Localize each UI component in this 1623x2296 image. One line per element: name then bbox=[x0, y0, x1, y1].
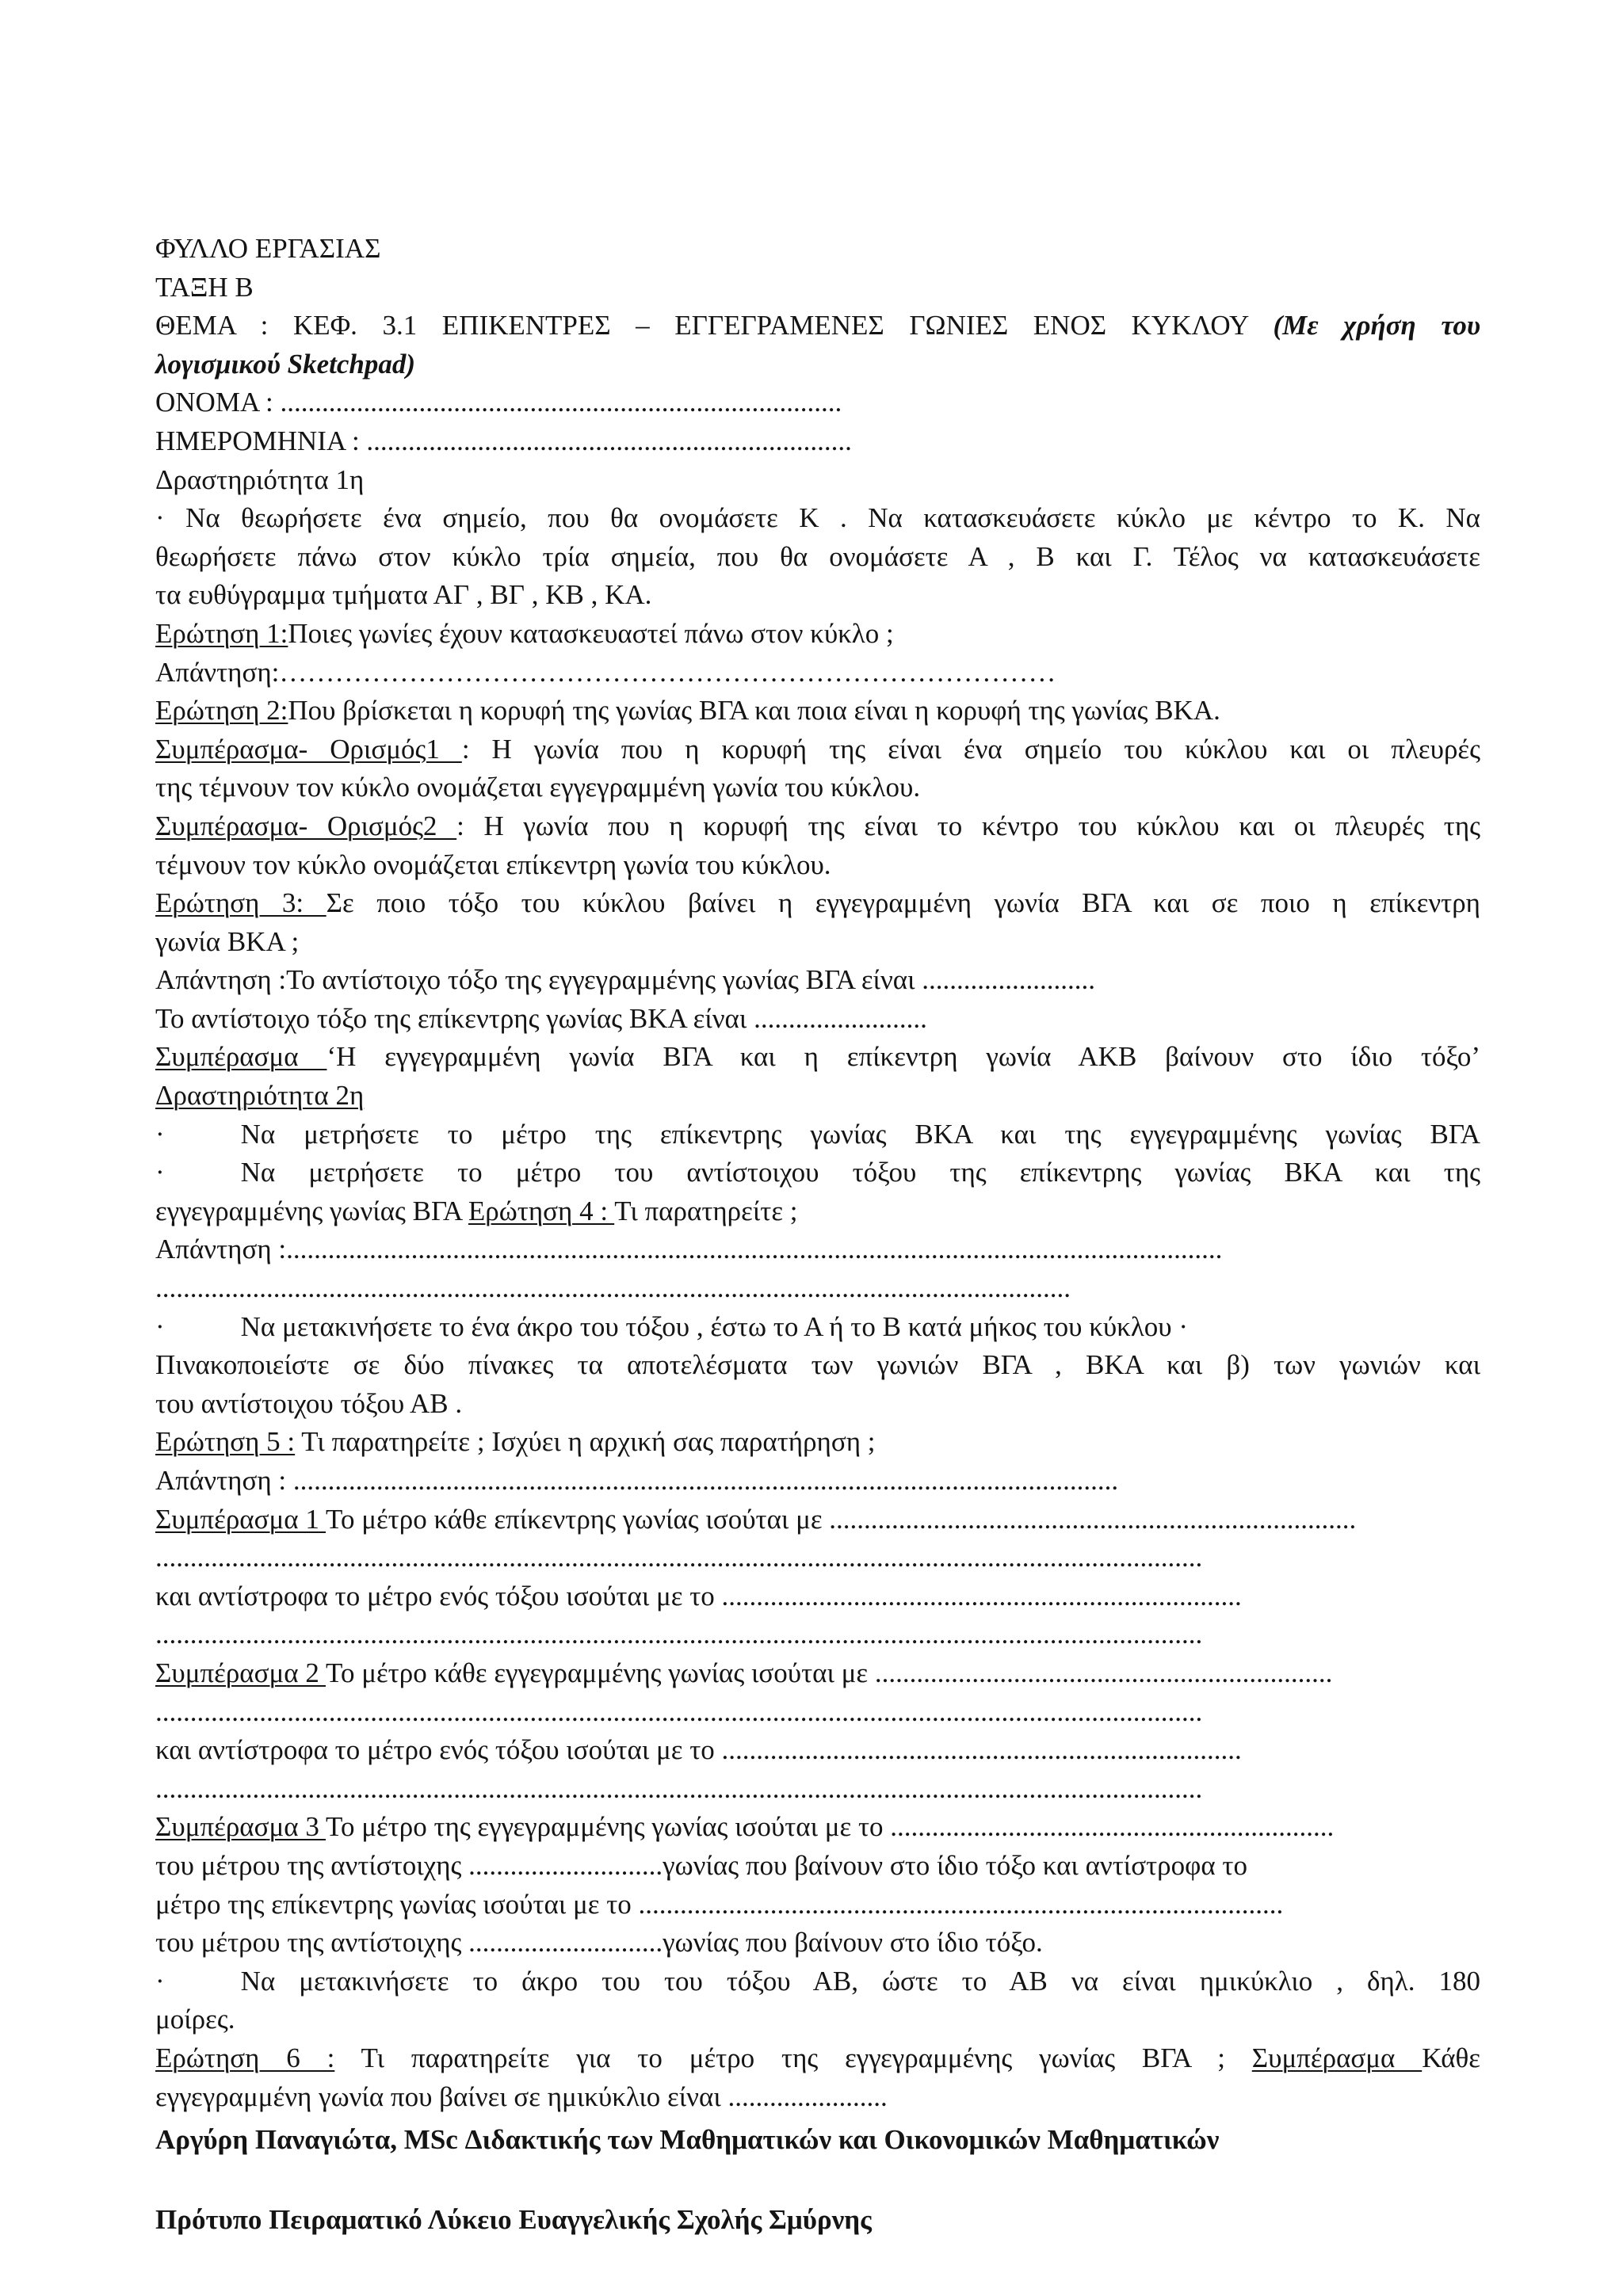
activity1-bullet-line2: θεωρήσετε πάνω στον κύκλο τρία σημεία, που θα ονομάσετε Α , Β και Γ. Τέλος να κατασκευάσετε bbox=[155, 540, 1480, 572]
conclusion-4-text: Κάθε bbox=[1422, 2042, 1480, 2073]
conclusion-4-label: Συμπέρασμα bbox=[1251, 2042, 1423, 2073]
definition-1 bbox=[155, 730, 1480, 769]
conclusion-3-cont3: του μέτρου της αντίστοιχης ............................γωνίας που βαίνουν στο ίδιο τόξο. bbox=[155, 1927, 1043, 1958]
definition-2 bbox=[155, 807, 1480, 846]
activity2-bullet-2-cont: εγγεγραμμένης γωνίας ΒΓΑ bbox=[155, 1195, 468, 1226]
conclusion-2-cont: και αντίστροφα το μέτρο ενός τόξου ισούται με το ........................................................................... bbox=[155, 1734, 1242, 1766]
conclusion-2-label: Συμπέρασμα 2 bbox=[155, 1657, 326, 1688]
answer-5: Απάντηση : ....................................................................................................................... bbox=[155, 1465, 1119, 1496]
conclusion-activity1-text: ‘Η εγγεγραμμένη γωνία ΒΓΑ και η επίκεντρη γωνία ΑΚΒ βαίνουν στο ίδιο τόξο’ bbox=[327, 1041, 1480, 1073]
activity2-bullet-4-text: Να μετακινήσετε το άκρο του του τόξου ΑΒ, ώστε το ΑΒ να είναι ημικύκλιο , δηλ. 180 bbox=[240, 1965, 1480, 1997]
question-1 bbox=[155, 615, 1480, 654]
activity1-bullet-line3: τα ευθύγραμμα τμήματα ΑΓ , ΒΓ , ΚΒ , ΚΑ. bbox=[155, 579, 652, 611]
activity1-bullet-line1: · Να θεωρήσετε ένα σημείο, που θα ονομάσετε Κ . Να κατασκευάσετε κύκλο με κέντρο το Κ. Να bbox=[155, 502, 1480, 534]
question-1-label: Ερώτηση 1: bbox=[155, 617, 288, 649]
bullet-dot: · bbox=[155, 1118, 165, 1150]
definition-2-text: : Η γωνία που η κορυφή της είναι το κέντρο του κύκλου και οι πλευρές της bbox=[456, 810, 1480, 841]
activity2-bullet-4 bbox=[155, 1962, 1480, 2001]
conclusion-1 bbox=[155, 1501, 1480, 1539]
activity2-bullet-1 bbox=[155, 1116, 1480, 1154]
answer-4: Απάντηση :....................................................................................................................................... bbox=[155, 1234, 1223, 1265]
worksheet-content bbox=[155, 230, 1480, 2239]
activity2-bullet-3-cont2: του αντίστοιχου τόξου ΑΒ . bbox=[155, 1387, 463, 1419]
conclusion-1-text: Το μέτρο κάθε επίκεντρης γωνίας ισούται με ............................................................................ bbox=[325, 1503, 1357, 1535]
question-4 bbox=[155, 1192, 1480, 1231]
worksheet-title: ΦΥΛΛΟ ΕΡΓΑΣΙΑΣ bbox=[155, 233, 381, 264]
conclusion-2-dots-2: ....................................................................................................................................................... bbox=[155, 1772, 1203, 1804]
conclusion-3-cont2: μέτρο της επίκεντρης γωνίας ισούται με το ............................................................................................. bbox=[155, 1888, 1284, 1920]
conclusion-1-label: Συμπέρασμα 1 bbox=[155, 1503, 326, 1535]
question-3-label: Ερώτηση 3: bbox=[155, 887, 327, 919]
bullet-dot: · bbox=[155, 1965, 165, 1997]
question-5-text: Τι παρατηρείτε ; Ισχύει η αρχική σας παρατήρηση ; bbox=[295, 1426, 876, 1458]
answer-3: Απάντηση :Το αντίστοιχο τόξο της εγγεγραμμένης γωνίας ΒΓΑ είναι ......................... bbox=[155, 964, 1096, 996]
author-credit: Αργύρη Παναγιώτα, MSc Διδακτικής των Μαθηματικών και Οικονομικών Μαθηματικών bbox=[155, 2124, 1220, 2156]
question-3 bbox=[155, 884, 1480, 923]
bullet-dot: · bbox=[155, 1310, 165, 1342]
topic-line bbox=[155, 307, 1480, 345]
conclusion-1-cont: και αντίστροφα το μέτρο ενός τόξου ισούται με το ........................................................................... bbox=[155, 1580, 1242, 1611]
topic-emphasis-cont: λογισμικού Sketchpad) bbox=[155, 348, 416, 379]
activity1-heading: Δραστηριότητα 1η bbox=[155, 463, 365, 495]
question-5 bbox=[155, 1423, 1480, 1462]
activity2-bullet-3-text: Να μετακινήσετε το ένα άκρο του τόξου , έστω το Α ή το Β κατά μήκος του κύκλου · bbox=[240, 1310, 1189, 1342]
conclusion-activity1-label: Συμπέρασμα bbox=[155, 1041, 327, 1073]
conclusion-2-dots: ....................................................................................................................................................... bbox=[155, 1695, 1203, 1727]
question-2-text: Που βρίσκεται η κορυφή της γωνίας ΒΓΑ και ποια είναι η κορυφή της γωνίας ΒΚΑ. bbox=[288, 695, 1220, 727]
definition-2-cont: τέμνουν τον κύκλο ονομάζεται επίκεντρη γωνία του κύκλου. bbox=[155, 849, 831, 880]
conclusion-activity1 bbox=[155, 1038, 1480, 1077]
question-5-label: Ερώτηση 5 : bbox=[155, 1426, 296, 1458]
bullet-dot: · bbox=[155, 1157, 165, 1188]
answer-4-cont: .................................................................................................................................... bbox=[155, 1272, 1071, 1304]
definition-1-text: : Η γωνία που η κορυφή της είναι ένα σημείο του κύκλου και οι πλευρές bbox=[461, 733, 1480, 765]
conclusion-2-text: Το μέτρο κάθε εγγεγραμμένης γωνίας ισούται με .................................................................. bbox=[325, 1657, 1333, 1688]
question-6 bbox=[155, 2039, 1480, 2078]
question-3-text: Σε ποιο τόξο του κύκλου βαίνει η εγγεγραμμένη γωνία ΒΓΑ και σε ποιο η επίκεντρη bbox=[326, 887, 1480, 919]
activity2-heading: Δραστηριότητα 2η bbox=[155, 1080, 365, 1112]
question-2 bbox=[155, 692, 1480, 730]
conclusion-3-label: Συμπέρασμα 3 bbox=[155, 1811, 326, 1843]
question-6-label: Ερώτηση 6 : bbox=[155, 2042, 335, 2073]
question-6-text: Τι παρατηρείτε για το μέτρο της εγγεγραμμένης γωνίας ΒΓΑ ; bbox=[334, 2042, 1252, 2073]
conclusion-3-text: Το μέτρο της εγγεγραμμένης γωνίας ισούται με το ................................................................ bbox=[325, 1811, 1335, 1843]
conclusion-2 bbox=[155, 1654, 1480, 1693]
conclusion-3 bbox=[155, 1808, 1480, 1847]
activity2-bullet-3 bbox=[155, 1308, 1480, 1347]
activity2-bullet-2 bbox=[155, 1154, 1480, 1192]
question-4-label: Ερώτηση 4 : bbox=[468, 1195, 615, 1226]
topic-text: ΘΕΜΑ : ΚΕΦ. 3.1 ΕΠΙΚΕΝΤΡΕΣ – ΕΓΓΕΓΡΑΜΕΝΕΣ ΓΩΝΙΕΣ ΕΝΟΣ ΚΥΚΛΟΥ bbox=[155, 310, 1248, 341]
activity2-bullet-2-text: Να μετρήσετε το μέτρο του αντίστοιχου τόξου της επίκεντρης γωνίας ΒΚΑ και της bbox=[240, 1157, 1480, 1188]
conclusion-1-dots: ....................................................................................................................................................... bbox=[155, 1542, 1203, 1573]
answer-3-cont: Το αντίστοιχο τόξο της επίκεντρης γωνίας ΒΚΑ είναι ......................... bbox=[155, 1002, 927, 1034]
activity2-bullet-1-text: Να μετρήσετε το μέτρο της επίκεντρης γωνίας ΒΚΑ και της εγγεγραμμένης γωνίας ΒΓΑ bbox=[240, 1118, 1480, 1150]
question-4-text: Τι παρατηρείτε ; bbox=[614, 1195, 798, 1226]
definition-2-label: Συμπέρασμα- Ορισμός2 bbox=[155, 810, 457, 841]
conclusion-3-cont: του μέτρου της αντίστοιχης ............................γωνίας που βαίνουν στο ίδιο τόξο και αντίστροφα το bbox=[155, 1849, 1247, 1881]
answer-1: Απάντηση:………………………………………………………………………… bbox=[155, 656, 1056, 688]
question-2-label: Ερώτηση 2: bbox=[155, 695, 288, 727]
conclusion-4-cont: εγγεγραμμένη γωνία που βαίνει σε ημικύκλιο είναι ....................... bbox=[155, 2081, 888, 2112]
activity2-bullet-4-cont: μοίρες. bbox=[155, 2004, 235, 2035]
definition-1-cont: της τέμνουν τον κύκλο ονομάζεται εγγεγραμμένη γωνία του κύκλου. bbox=[155, 772, 921, 803]
topic-emphasis: (Με χρήση του bbox=[1273, 310, 1480, 341]
conclusion-1-dots-2: ....................................................................................................................................................... bbox=[155, 1619, 1203, 1650]
question-1-text: Ποιες γωνίες έχουν κατασκευαστεί πάνω στον κύκλο ; bbox=[288, 617, 894, 649]
class-label: ΤΑΞΗ Β bbox=[155, 271, 254, 303]
name-field: ΟΝΟΜΑ : ................................................................................. bbox=[155, 387, 842, 418]
activity2-bullet-3-cont: Πινακοποιείστε σε δύο πίνακες τα αποτελέσματα των γωνιών ΒΓΑ , ΒΚΑ και β) των γωνιών και bbox=[155, 1349, 1480, 1381]
date-field: ΗΜΕΡΟΜΗΝΙΑ : ...................................................................... bbox=[155, 425, 852, 456]
question-3-cont: γωνία ΒΚΑ ; bbox=[155, 925, 300, 957]
school-name: Πρότυπο Πειραματικό Λύκειο Ευαγγελικής Σχολής Σμύρνης bbox=[155, 2203, 872, 2235]
definition-1-label: Συμπέρασμα- Ορισμός1 bbox=[155, 733, 462, 765]
